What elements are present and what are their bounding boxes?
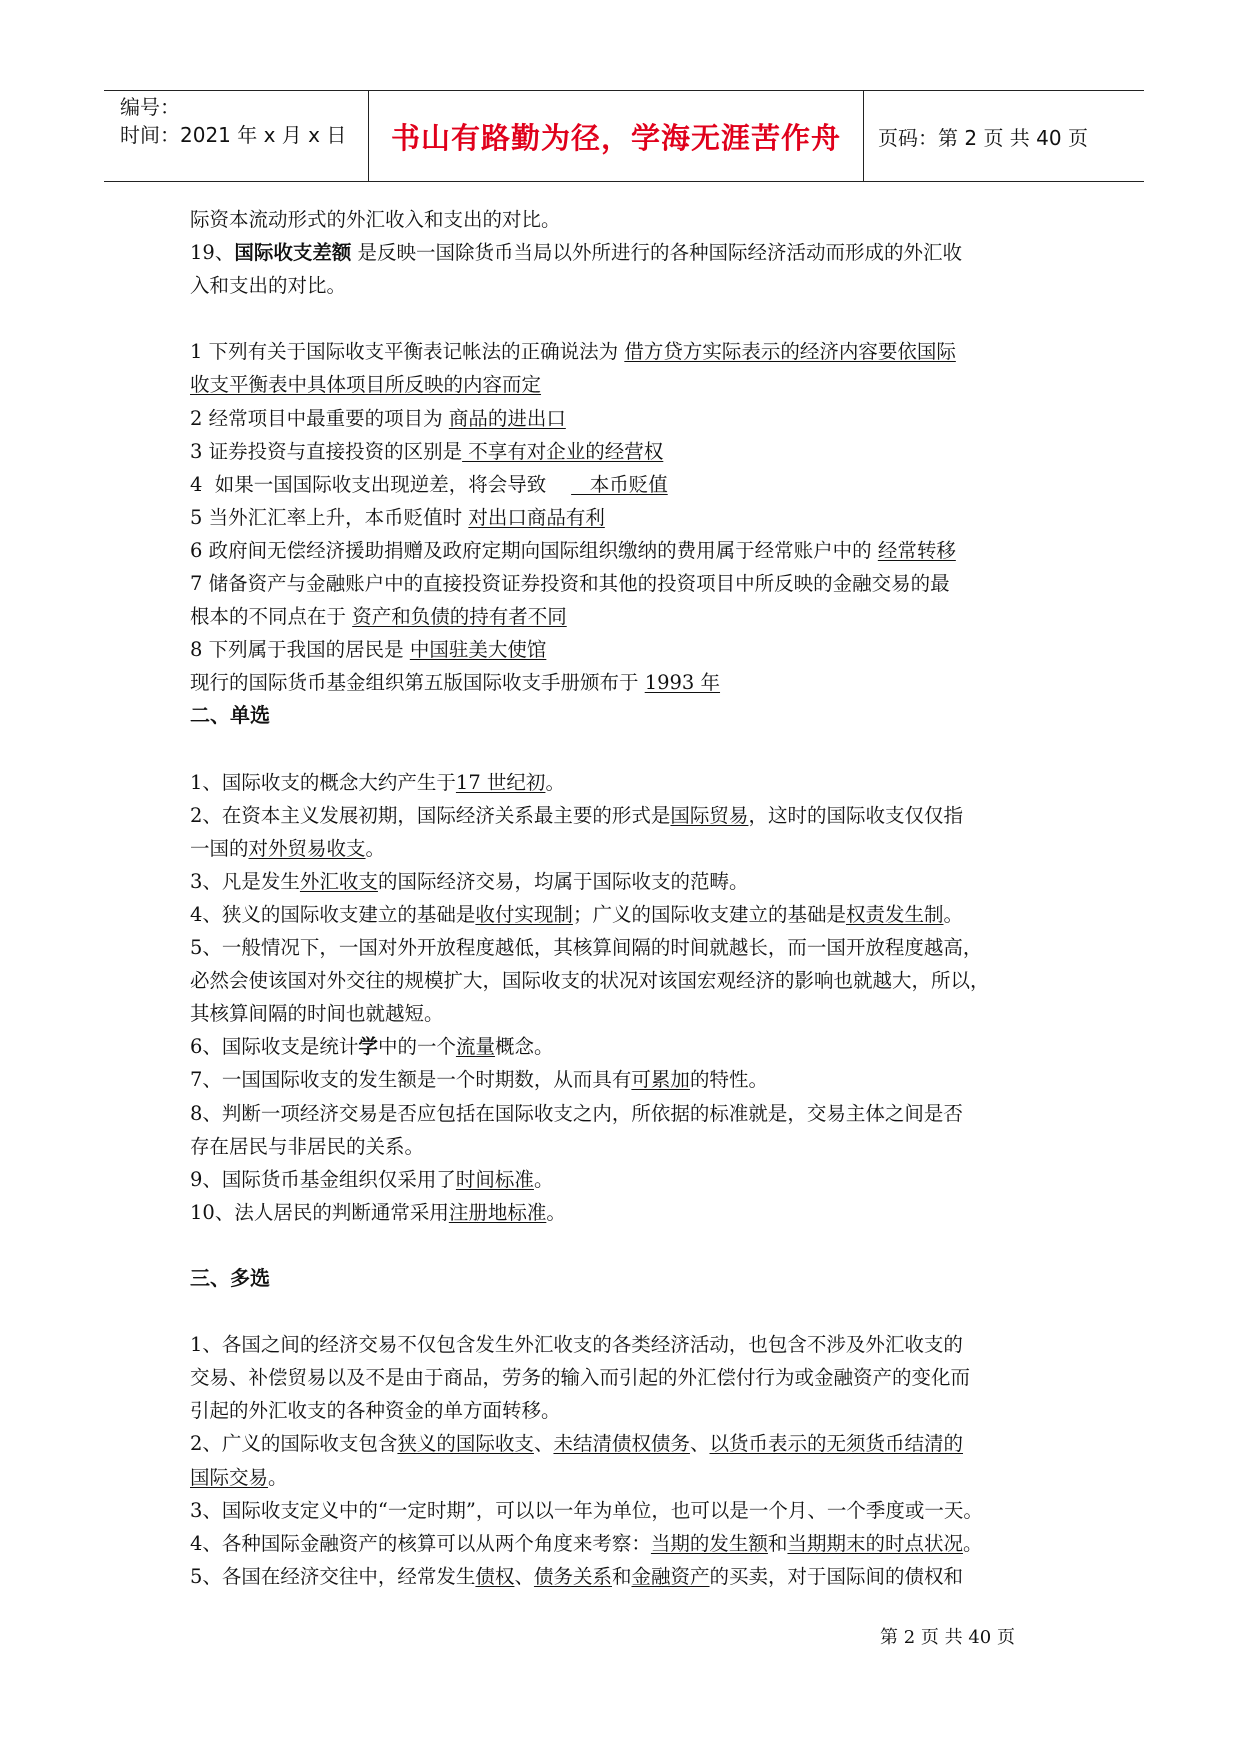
answer: 金融资产 (631, 1564, 710, 1588)
blank-line (190, 1229, 1070, 1262)
page-footer: 第 2 页 共 40 页 (880, 1627, 1015, 1648)
section-heading: 二、单选 (190, 703, 270, 728)
text-line: 引起的外汇收支的各种资金的单方面转移。 (190, 1399, 561, 1423)
answer: 外汇收支 (299, 869, 378, 893)
header-motto-cell (369, 91, 864, 181)
text-line: 5、一般情况下，一国对外开放程度越低，其核算间隔的时间就越长，而一国开放程度越高， (190, 936, 983, 960)
answer: 未结清债权债务 (553, 1432, 690, 1456)
answer: 时间标准 (455, 1167, 534, 1191)
answer: 对出口商品有利 (468, 505, 605, 529)
answer: 权责发生制 (845, 902, 944, 926)
text-line: 入和支出的对比。 (190, 274, 347, 298)
document-body (190, 203, 1070, 1593)
answer: 经常转移 (877, 538, 956, 562)
page-label: 页码：第 2 页 共 40 页 (878, 125, 1088, 150)
answer: 商品的进出口 (448, 406, 566, 430)
answer: 本币贬值 (571, 472, 668, 496)
text-line: 7、一国国际收支的发生额是一个时期数，从而具有可累加的特性。 (190, 1068, 768, 1092)
answer: 以货币表示的无须货币结清的 (709, 1432, 963, 1456)
answer: 1993 年 (644, 671, 721, 695)
answer: 注册地标准 (448, 1200, 547, 1224)
answer: 国际贸易 (670, 803, 749, 827)
blank-line (190, 302, 1070, 335)
text-line: 1、国际收支的概念大约产生于17 世纪初。 (190, 770, 565, 794)
text-line: 9、国际货币基金组织仅采用了时间标准。 (190, 1167, 554, 1191)
text-line: 现行的国际货币基金组织第五版国际收支手册颁布于 1993 年 (190, 671, 721, 695)
text-line: 2 经常项目中最重要的项目为 商品的进出口 (190, 406, 566, 430)
text-line: 2、在资本主义发展初期，国际经济关系最主要的形式是国际贸易，这时的国际收支仅仅指 (190, 803, 963, 827)
text-line: 3 证券投资与直接投资的区别是 不享有对企业的经营权 (190, 439, 664, 463)
text-line: 3、国际收支定义中的“一定时期”，可以以一年为单位，也可以是一个月、一个季度或一天。 (190, 1498, 983, 1522)
text-line: 8 下列属于我国的居民是 中国驻美大使馆 (190, 638, 547, 662)
text-line: 7 储备资产与金融账户中的直接投资证券投资和其他的投资项目中所反映的金融交易的最 (190, 572, 950, 596)
answer: 收支平衡表中具体项目所反映的内容而定 (190, 373, 542, 397)
text-line: 交易、补偿贸易以及不是由于商品，劳务的输入而引起的外汇偿付行为或金融资产的变化而 (190, 1366, 971, 1390)
answer: 狭义的国际收支 (397, 1432, 534, 1456)
text-line: 6、国际收支是统计学中的一个流量概念。 (190, 1035, 554, 1059)
answer: 对外贸易收支 (248, 836, 366, 860)
term-bold: 国际收支差额 (234, 241, 352, 265)
text-line: 5、各国在经济交往中，经常发生债权、债务关系和金融资产的买卖，对于国际间的债权和 (190, 1564, 964, 1588)
text-line: 国际交易。 (190, 1465, 288, 1489)
text-line: 根本的不同点在于 资产和负债的持有者不同 (190, 605, 567, 629)
answer: 债权 (475, 1564, 515, 1588)
text-line: 4、各种国际金融资产的核算可以从两个角度来考察：当期的发生额和当期期末的时点状况。 (190, 1531, 983, 1555)
text-line: 存在居民与非居民的关系。 (190, 1134, 425, 1158)
answer: 债务关系 (533, 1564, 612, 1588)
text-line: 必然会使该国对外交往的规模扩大，国际收支的状况对该国宏观经济的影响也就越大，所以， (190, 969, 990, 993)
text-line: 一国的对外贸易收支。 (190, 836, 386, 860)
number-label: 编号： (120, 95, 180, 119)
blank-line (190, 1295, 1070, 1328)
answer: 借方贷方实际表示的经济内容要依国际 (624, 340, 956, 364)
answer: 当期期末的时点状况 (787, 1531, 963, 1555)
answer: 流量 (455, 1035, 495, 1059)
text-line: 1、各国之间的经济交易不仅包含发生外汇收支的各类经济活动，也包含不涉及外汇收支的 (190, 1333, 963, 1357)
text-line: 4 如果一国国际收支出现逆差，将会导致 本币贬值 (190, 472, 668, 496)
text-line: 4、狭义的国际收支建立的基础是收付实现制；广义的国际收支建立的基础是权责发生制。 (190, 902, 963, 926)
text-line: 3、凡是发生外汇收支的国际经济交易，均属于国际收支的范畴。 (190, 869, 749, 893)
text-line: 8、判断一项经济交易是否应包括在国际收支之内，所依据的标准就是，交易主体之间是否 (190, 1101, 963, 1125)
header-meta-cell (104, 91, 369, 181)
text-line: 5 当外汇汇率上升，本币贬值时 对出口商品有利 (190, 505, 605, 529)
text-line: 10、法人居民的判断通常采用注册地标准。 (190, 1200, 566, 1224)
header-page-cell (864, 91, 1144, 181)
section-heading: 三、多选 (190, 1266, 270, 1290)
text-line: 1 下列有关于国际收支平衡表记帐法的正确说法为 借方贷方实际表示的经济内容要依国际 (190, 340, 956, 364)
text-line: 19、国际收支差额 是反映一国除货币当局以外所进行的各种国际经济活动而形成的外汇收 (190, 241, 963, 265)
blank-line (190, 733, 1070, 766)
answer: 中国驻美大使馆 (409, 638, 547, 662)
time-label: 时间：2021 年 x 月 x 日 (120, 123, 347, 147)
answer: 不享有对企业的经营权 (462, 439, 664, 463)
page-header (104, 90, 1144, 182)
text-line (190, 368, 1070, 401)
answer: 国际交易 (190, 1465, 269, 1489)
text-line: 6 政府间无偿经济援助捐赠及政府定期向国际组织缴纳的费用属于经常账户中的 经常转移 (190, 538, 956, 562)
text-line: 其核算间隔的时间也就越短。 (190, 1002, 444, 1026)
answer: 当期的发生额 (650, 1531, 768, 1555)
answer: 17 世纪初 (455, 770, 546, 794)
answer: 可累加 (631, 1068, 690, 1092)
text-line: 际资本流动形式的外汇收入和支出的对比。 (190, 208, 561, 231)
answer: 收付实现制 (475, 902, 573, 926)
answer: 资产和负债的持有者不同 (352, 605, 567, 629)
text-line: 2、广义的国际收支包含狭义的国际收支、未结清债权债务、以货币表示的无须货币结清的 (190, 1432, 963, 1456)
motto: 书山有路勤为径，学海无涯苦作舟 (390, 120, 841, 155)
